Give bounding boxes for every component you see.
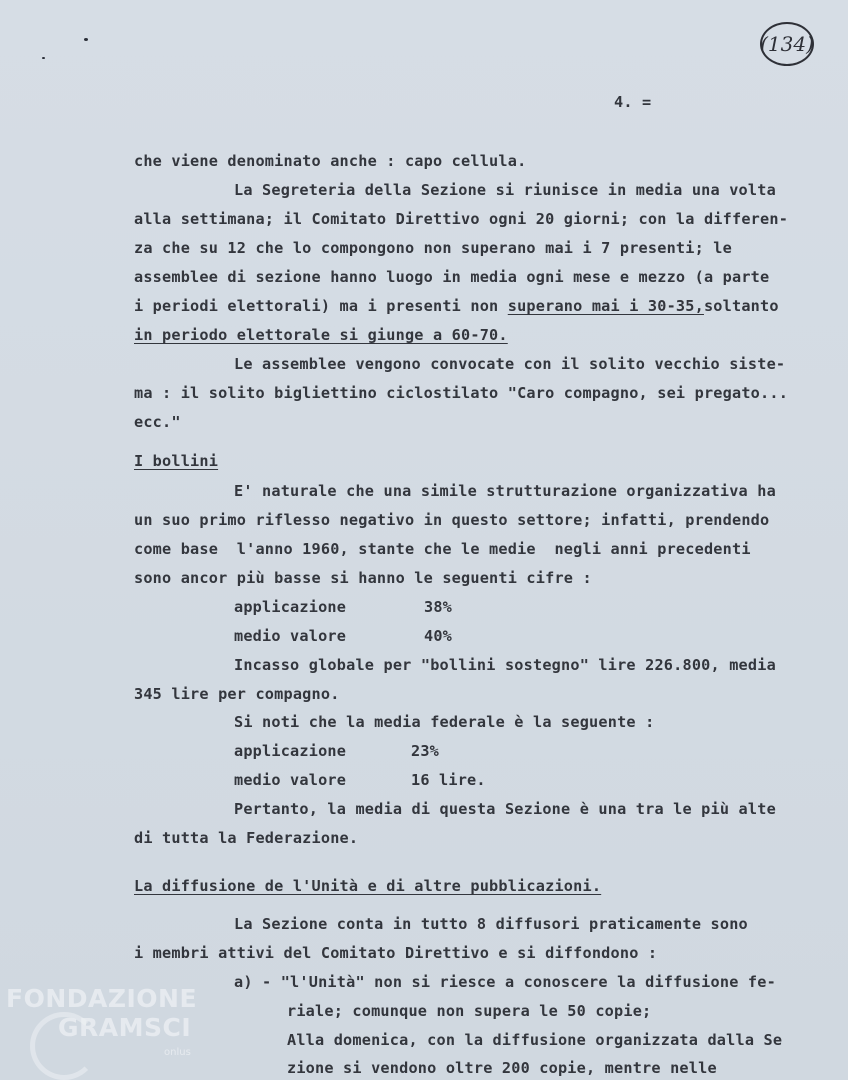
page-number-stamp: (134) <box>760 22 814 66</box>
text-line: La Segreteria della Sezione si riunisce in media una volta <box>234 181 776 199</box>
text-line: i periodi elettorali) ma i presenti non superano mai i 30-35,soltanto <box>134 297 779 315</box>
section-heading: La diffusione de l'Unità e di altre pubblicazioni. <box>134 877 602 895</box>
text-line: che viene denominato anche : capo cellula. <box>134 152 527 170</box>
text-line: come base l'anno 1960, stante che le medie negli anni precedenti <box>134 540 751 558</box>
text-line: sono ancor più basse si hanno le seguenti cifre : <box>134 569 592 587</box>
underlined-text: superano mai i 30-35, <box>507 297 704 315</box>
text-line: alla settimana; il Comitato Direttivo ogni 20 giorni; con la differen- <box>134 210 789 228</box>
stat-value: 16 lire. <box>411 771 486 789</box>
text-line: assemblee di sezione hanno luogo in media ogni mese e mezzo (a parte <box>134 268 770 286</box>
stat-label: medio valore <box>234 627 347 645</box>
stat-value: 40% <box>424 627 453 645</box>
watermark-logo: FONDAZIONE GRAMSCI onlus <box>6 984 198 1058</box>
ink-speck <box>84 38 88 41</box>
text-line: di tutta la Federazione. <box>134 829 359 847</box>
text-line: Incasso globale per "bollini sostegno" lire 226.800, media <box>234 656 776 674</box>
text-line: za che su 12 che lo compongono non superano mai i 7 presenti; le <box>134 239 732 257</box>
text-line: un suo primo riflesso negativo in questo settore; infatti, prendendo <box>134 511 770 529</box>
text-line: i membri attivi del Comitato Direttivo e si diffondono : <box>134 944 658 962</box>
text-line: zione si vendono oltre 200 copie, mentre nelle <box>287 1059 717 1077</box>
stat-label: applicazione <box>234 598 347 616</box>
text-line: riale; comunque non supera le 50 copie; <box>287 1002 652 1020</box>
text-line: ecc." <box>134 413 181 431</box>
stat-label: applicazione <box>234 742 347 760</box>
text-line: Alla domenica, con la diffusione organizzata dalla Se <box>287 1031 783 1049</box>
section-heading: I bollini <box>134 452 219 470</box>
stat-value: 38% <box>424 598 453 616</box>
text-line: E' naturale che una simile strutturazione organizzativa ha <box>234 482 776 500</box>
page-number: 4. = <box>614 93 652 111</box>
underlined-line: in periodo elettorale si giunge a 60-70. <box>134 326 508 344</box>
list-item-a: a) - "l'Unità" non si riesce a conoscere la diffusione fe- <box>234 973 776 991</box>
stat-label: medio valore <box>234 771 347 789</box>
stat-value: 23% <box>411 742 440 760</box>
text-line: La Sezione conta in tutto 8 diffusori praticamente sono <box>234 915 748 933</box>
text-line: Pertanto, la media di questa Sezione è una tra le più alte <box>234 800 776 818</box>
text-line: Le assemblee vengono convocate con il solito vecchio siste- <box>234 355 786 373</box>
text-line: Si noti che la media federale è la seguente : <box>234 713 655 731</box>
text-line: 345 lire per compagno. <box>134 685 340 703</box>
ink-speck <box>42 57 45 59</box>
text-line: ma : il solito bigliettino ciclostilato "Caro compagno, sei pregato... <box>134 384 789 402</box>
